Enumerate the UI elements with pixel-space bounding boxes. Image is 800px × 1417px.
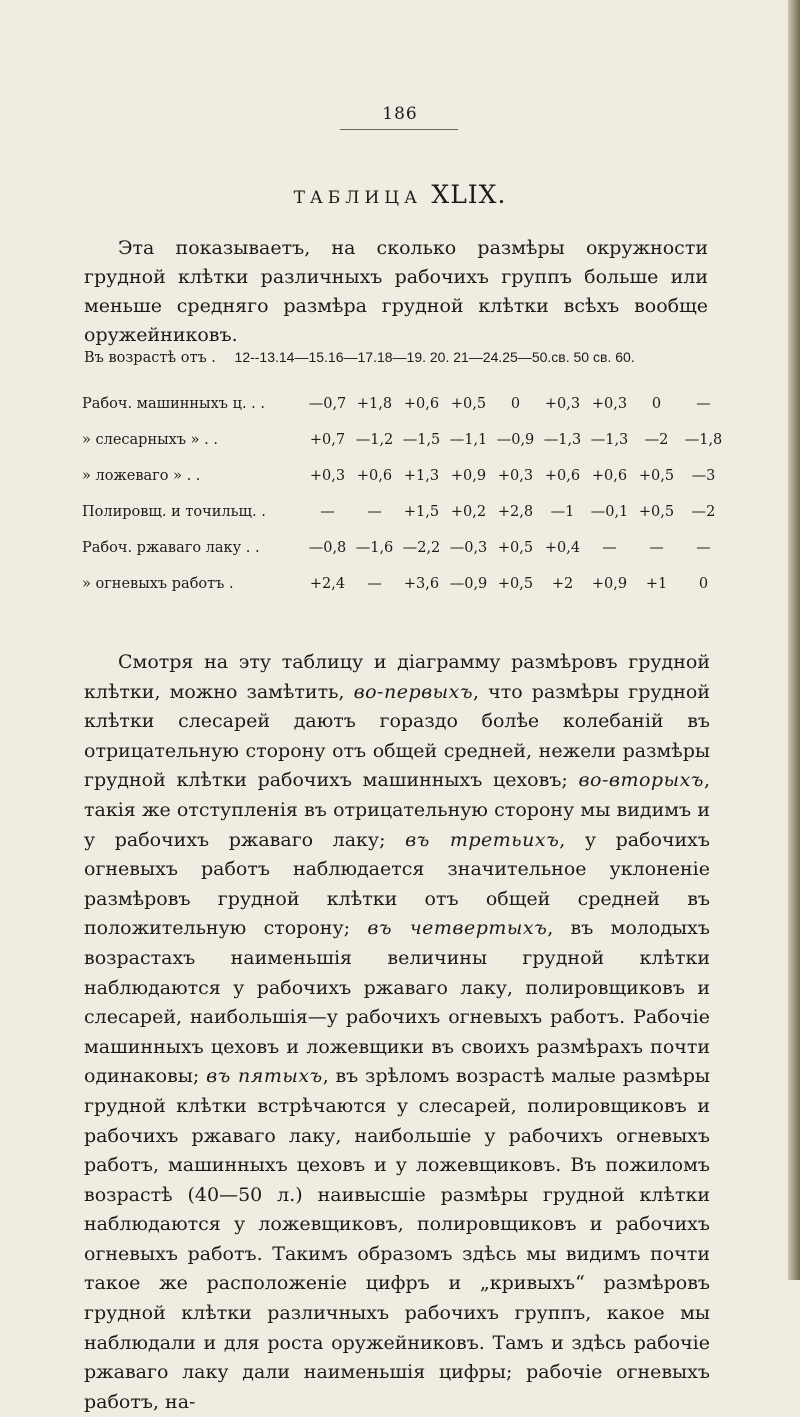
table-cell: —1,6 — [355, 540, 394, 556]
table-cell: +0,2 — [450, 504, 487, 520]
table-cell: 0 — [651, 396, 662, 412]
table-cell: +3,6 — [403, 576, 440, 592]
row-label: Рабоч. машинныхъ ц. . . — [82, 396, 265, 412]
table-cell: 0 — [510, 396, 521, 412]
table-cell: +0,3 — [591, 396, 628, 412]
table-row — [82, 458, 727, 494]
body-segment: , въ зрѣломъ возрастѣ малые размѣры грудной клѣтки встрѣчаются у слесарей, полировщиковъ и рабочихъ ржаваго лаку, наибольшіе у рабочихъ огневыхъ работъ, машинныхъ цеховъ и у ложевщиковъ. Въ пожиломъ возрастѣ (40—50 л.) наивысшіе размѣры грудной клѣтки наблюдаются у ложевщиковъ, полировщиковъ и рабочихъ огневыхъ работъ. Такимъ образомъ здѣсь мы видимъ почти такое же расположеніе цифръ и „кривыхъ“ размѣровъ грудной клѣтки различныхъ рабочихъ группъ, какое мы наблюдали и для роста оружейниковъ. Тамъ и здѣсь рабочіе ржаваго лаку дали наименьшія цифры; рабочіе огневыхъ работъ, на- — [84, 1065, 711, 1413]
table-cell: — — [649, 540, 664, 556]
table-row — [82, 494, 727, 530]
table-cell: +1,5 — [403, 504, 440, 520]
body-segment: Смотря на эту таблицу и діаграмму размѣровъ грудной клѣтки, можно замѣтить, — [84, 651, 710, 703]
table-cell: —0,9 — [496, 432, 535, 448]
age-header — [84, 349, 724, 366]
table-cell: — — [320, 504, 335, 520]
table-cell: +0,6 — [403, 396, 440, 412]
table-cell: —1 — [550, 504, 575, 520]
table-cell: +0,5 — [638, 504, 675, 520]
table-cell: +1,3 — [403, 468, 440, 484]
table-row — [82, 386, 727, 422]
page-number: 186 — [382, 104, 418, 124]
row-label: Рабоч. ржаваго лаку . . — [82, 540, 260, 556]
body-segment: , что размѣры грудной клѣтки слесарей даютъ гораздо болѣе колебаній въ отрицательную сторону отъ общей средней, нежели размѣры грудной клѣтки рабочихъ машинныхъ цеховъ; — [84, 680, 711, 792]
table-cell: —3 — [691, 468, 716, 484]
table-cell: —0,8 — [308, 540, 347, 556]
table-caption: Эта показываетъ, на сколько размѣры окружности грудной клѣтки различныхъ рабочихъ группъ больше или меньше средняго размѣра грудной клѣтки всѣхъ вообще оружейниковъ. — [84, 237, 708, 346]
age-header-ranges: 12--13.14—15.16—17.18—19. 20. 21—24.25—50.св. 50 св. 60. — [234, 349, 635, 365]
table-row — [82, 530, 727, 566]
emphasis: во-первыхъ — [353, 680, 474, 703]
table-cell: +1,8 — [356, 396, 393, 412]
table-cell: +0,6 — [544, 468, 581, 484]
table-cell: —1,5 — [402, 432, 441, 448]
table-title-label: ТАБЛИЦА — [293, 188, 422, 208]
table-cell: —1,3 — [590, 432, 629, 448]
table-cell: —1,8 — [684, 432, 723, 448]
table-cell: — — [696, 540, 711, 556]
table-cell: — — [367, 504, 382, 520]
table-cell: +0,4 — [544, 540, 581, 556]
table-cell: +0,3 — [309, 468, 346, 484]
table-cell: +0,5 — [450, 396, 487, 412]
body-segment: , у рабочихъ огневыхъ работъ наблюдается значительное уклоненіе размѣровъ грудной клѣтки отъ общей средней въ положительную сторону; — [84, 828, 710, 940]
table-cell: +0,6 — [591, 468, 628, 484]
table-cell: +0,7 — [309, 432, 346, 448]
table-cell: +0,5 — [638, 468, 675, 484]
table-cell: —1,2 — [355, 432, 394, 448]
emphasis: въ третьихъ — [405, 828, 560, 851]
table-title-numeral: XLIX. — [431, 180, 507, 209]
table-cell: —0,7 — [308, 396, 347, 412]
row-label: Полировщ. и точильщ. . — [82, 504, 266, 520]
table-title — [0, 180, 800, 209]
table-cell: —1,1 — [449, 432, 488, 448]
table-cell: —0,1 — [590, 504, 629, 520]
table-cell: +0,6 — [356, 468, 393, 484]
emphasis: во-вторыхъ — [578, 769, 704, 792]
table-cell: — — [602, 540, 617, 556]
table-cell: +0,3 — [544, 396, 581, 412]
row-label: » ложеваго » . . — [82, 468, 201, 484]
table-cell: +1 — [645, 576, 668, 592]
table-cell: 0 — [698, 576, 709, 592]
table-cell: +0,9 — [591, 576, 628, 592]
table-row — [82, 566, 727, 602]
data-table — [82, 386, 727, 602]
body-paragraph — [84, 648, 710, 1417]
table-cell: +0,5 — [497, 576, 534, 592]
table-cell: +0,5 — [497, 540, 534, 556]
body-segment: , въ молодыхъ возрастахъ наименьшія величины грудной клѣтки наблюдаются у рабочихъ ржаваго лаку, полировщиковъ и слесарей, наибольшія—у рабочихъ огневыхъ работъ. Рабочіе машинныхъ цеховъ и ложевщики въ своихъ размѣрахъ почти одинаковы; — [84, 917, 710, 1088]
table-cell: +0,9 — [450, 468, 487, 484]
table-cell: —1,3 — [543, 432, 582, 448]
table-cell: — — [367, 576, 382, 592]
header-rule — [340, 129, 458, 130]
table-cell: +2 — [551, 576, 574, 592]
emphasis: въ пятыхъ — [206, 1065, 323, 1088]
table-cell: —2,2 — [402, 540, 441, 556]
body-segment: , такія же отступленія въ отрицательную сторону мы видимъ и у рабочихъ ржаваго лаку; — [84, 769, 710, 851]
age-header-label: Въ возрастѣ отъ . — [84, 350, 216, 366]
emphasis: въ четвертыхъ — [367, 917, 548, 940]
table-cell: — — [696, 396, 711, 412]
table-cell: —0,3 — [449, 540, 488, 556]
table-row — [82, 422, 727, 458]
table-cell: —2 — [691, 504, 716, 520]
row-label: » слесарныхъ » . . — [82, 432, 218, 448]
table-cell: —2 — [644, 432, 669, 448]
body-text — [84, 648, 710, 1417]
table-cell: +2,8 — [497, 504, 534, 520]
table-cell: +0,3 — [497, 468, 534, 484]
row-label: » огневыхъ работъ . — [82, 576, 234, 592]
table-cell: —0,9 — [449, 576, 488, 592]
table-cell: +2,4 — [309, 576, 346, 592]
